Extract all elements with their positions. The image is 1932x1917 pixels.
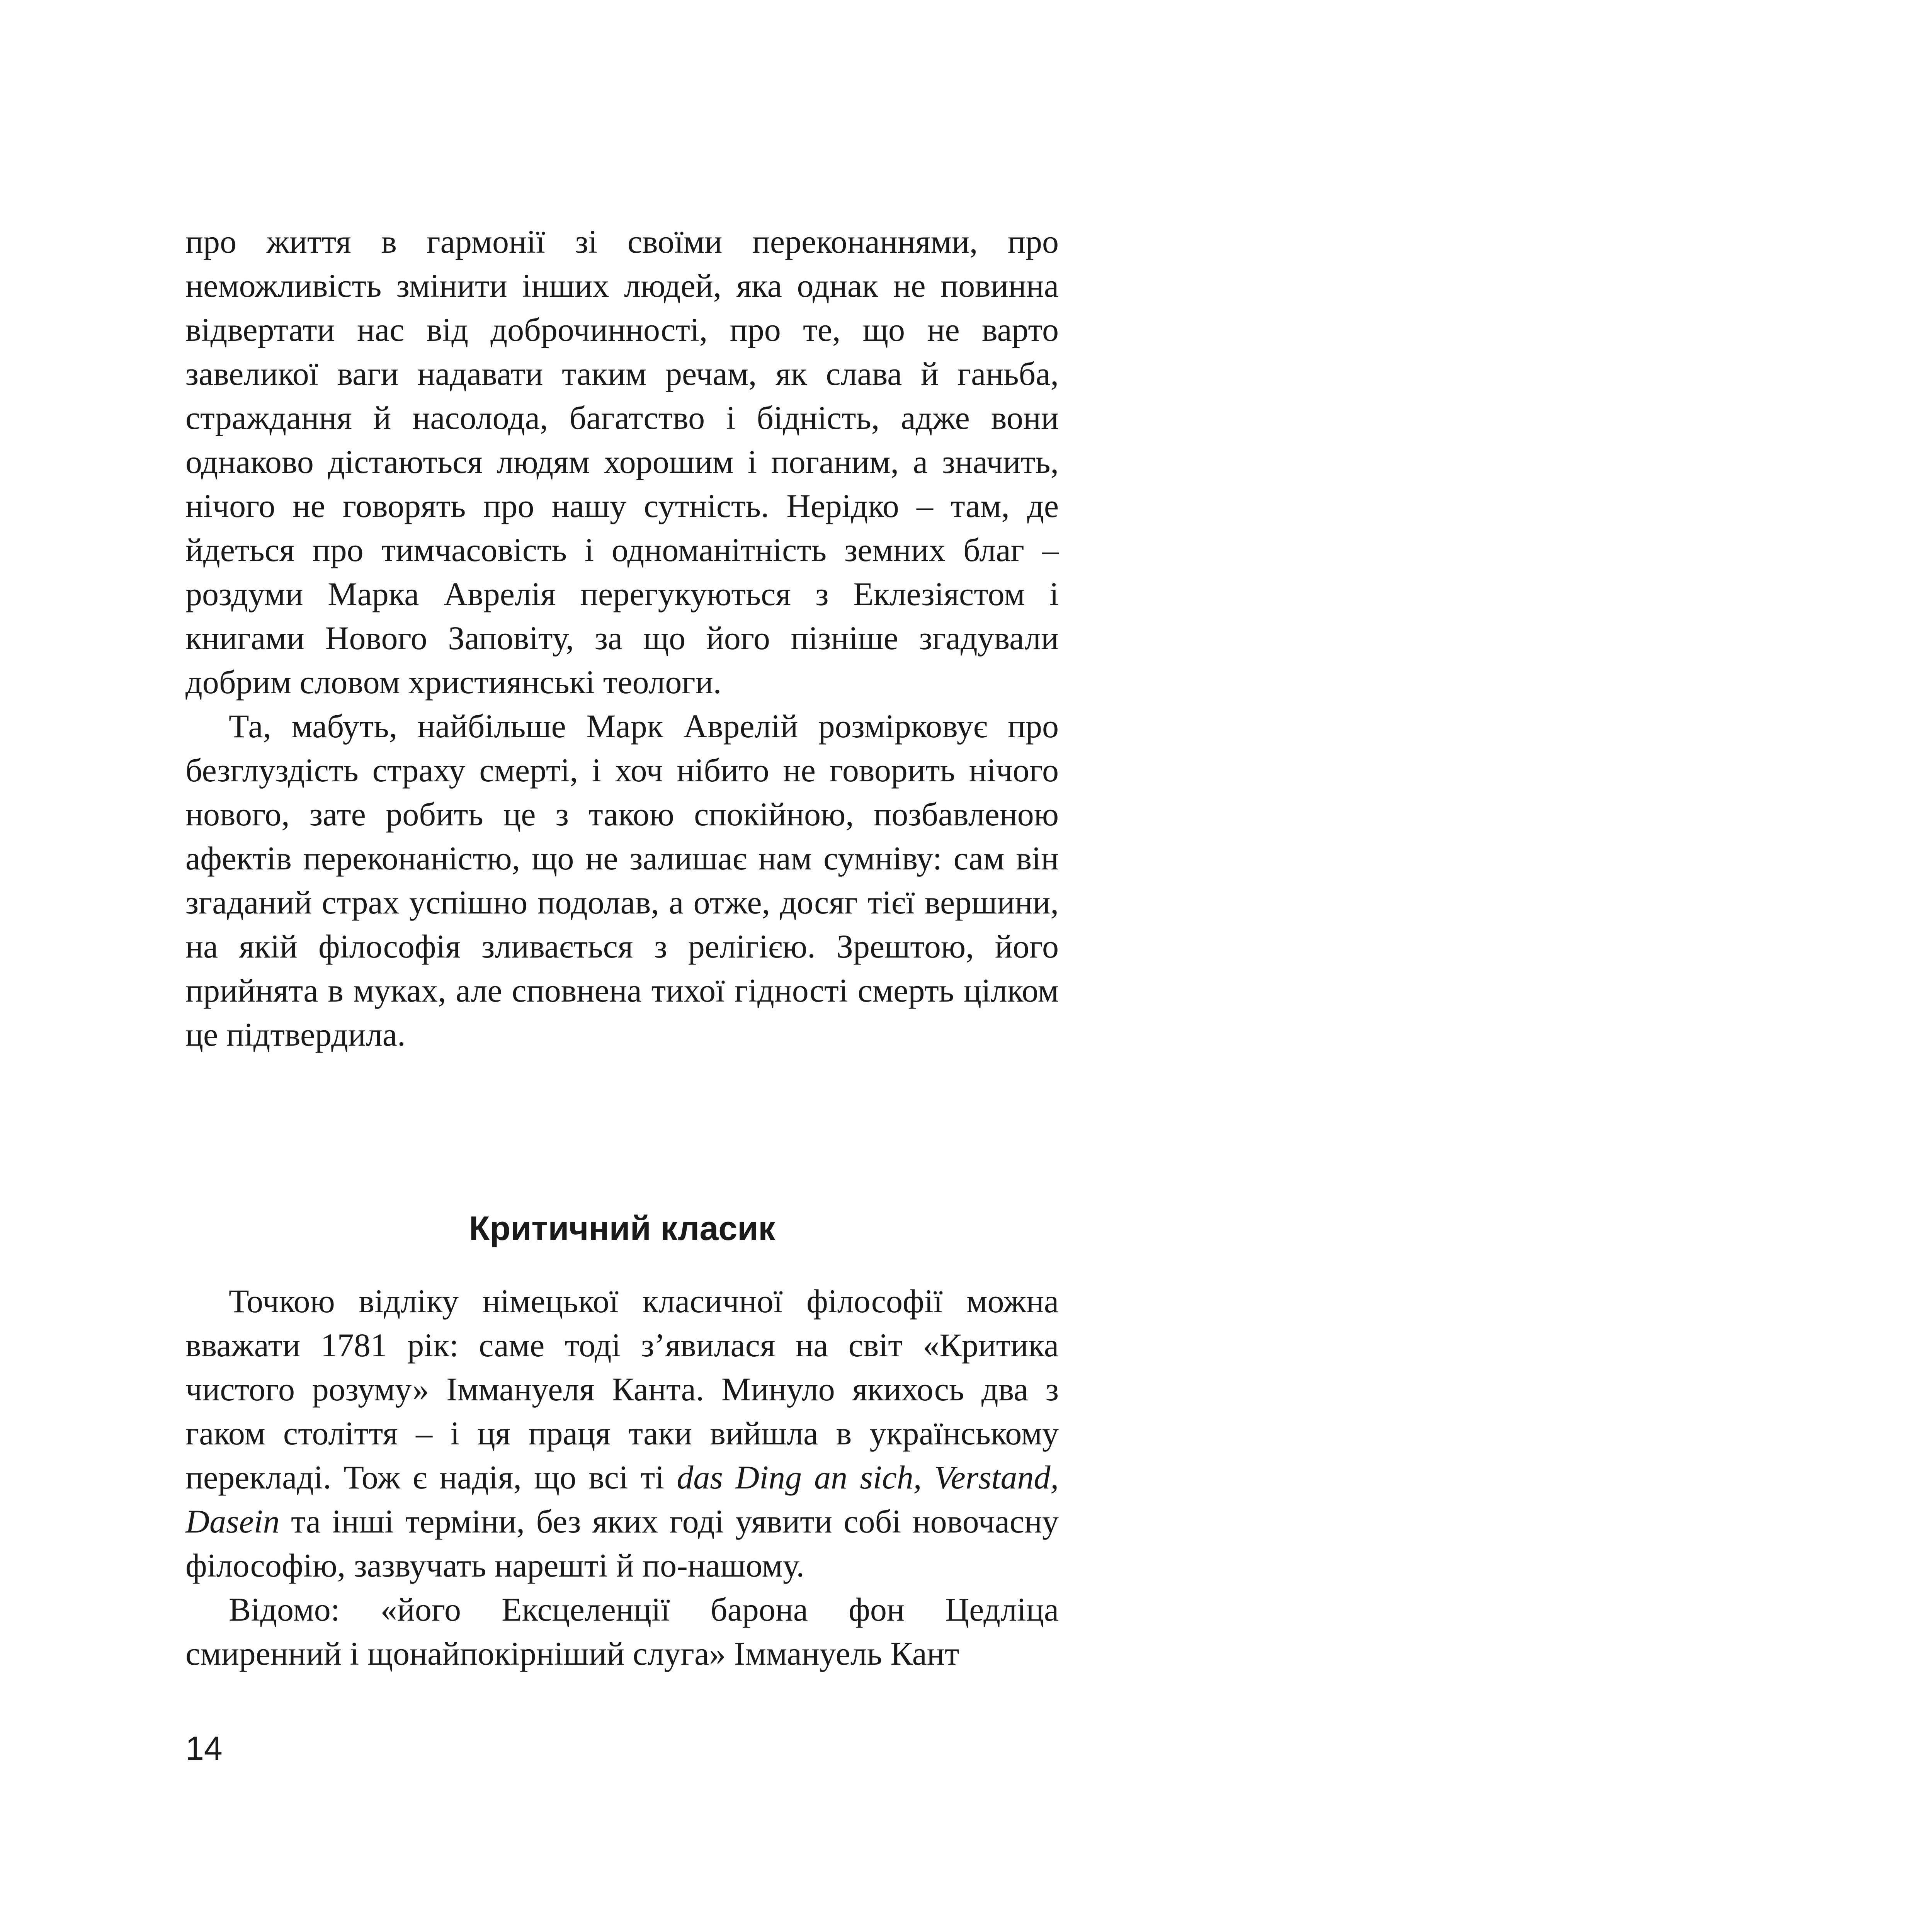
section-heading: Критичний класик [469, 1209, 776, 1247]
italic-terms: das Ding an sich, Verstand, Dasein [185, 1459, 1059, 1540]
paragraph: Та, мабуть, найбільше Марк Аврелій розмірковує про безглуздість страху смерті, і хоч нібито не говорить нічого нового, зате робить це з такою спокійною, позбавленою афектів переконаністю, що не залишає нам сумніву: сам він згаданий страх успішно подолав, а отже, досяг тієї вершини, на якій філософія зливається з релігією. Зрештою, його прийнята в муках, але сповнена тихої гідності смерть цілком це підтвердила. [185, 708, 1059, 1053]
left-page-text-bottom [185, 1279, 1059, 1675]
text-run: Точкою відліку німецької класичної філософії можна вважати 1781 рік: саме тоді з’явилася на світ «Критика чистого розуму» Іммануеля Канта. Минуло якихось два з гаком століття – і ця праця таки вийшла в українському перекладі. Тож є надія, що всі ті [185, 1283, 1059, 1496]
left-page-text-top [185, 219, 1059, 1056]
paragraph: про життя в гармонії зі своїми переконаннями, про неможливість змінити інших людей, яка однак не повинна відвертати нас від доброчинності, про те, що не варто завеликої ваги надавати таким речам, як слава й ганьба, страждання й насолода, багатство і бідність, адже вони однаково дістаються людям хорошим і поганим, а значить, нічого не говорять про нашу сутність. Нерідко – там, де йдеться про тимчасовість і одноманітність земних благ – роздуми Марка Аврелія перегукуються з Еклезіястом і книгами Нового Заповіту, за що його пізніше згадували добрим словом християнські теологи. [185, 223, 1059, 701]
text-run: та інші терміни, без яких годі уявити собі новочасну філософію, зазвучать нарешті й по-нашому. [185, 1503, 1059, 1584]
paragraph: Відомо: «його Ексцеленції барона фон Цедліца смиренний і щонайпокірніший слуга» Іммануель Кант [185, 1591, 1059, 1672]
paragraph [185, 1279, 1059, 1587]
page-number: 14 [185, 1730, 223, 1767]
right-page [1187, 0, 1932, 1917]
